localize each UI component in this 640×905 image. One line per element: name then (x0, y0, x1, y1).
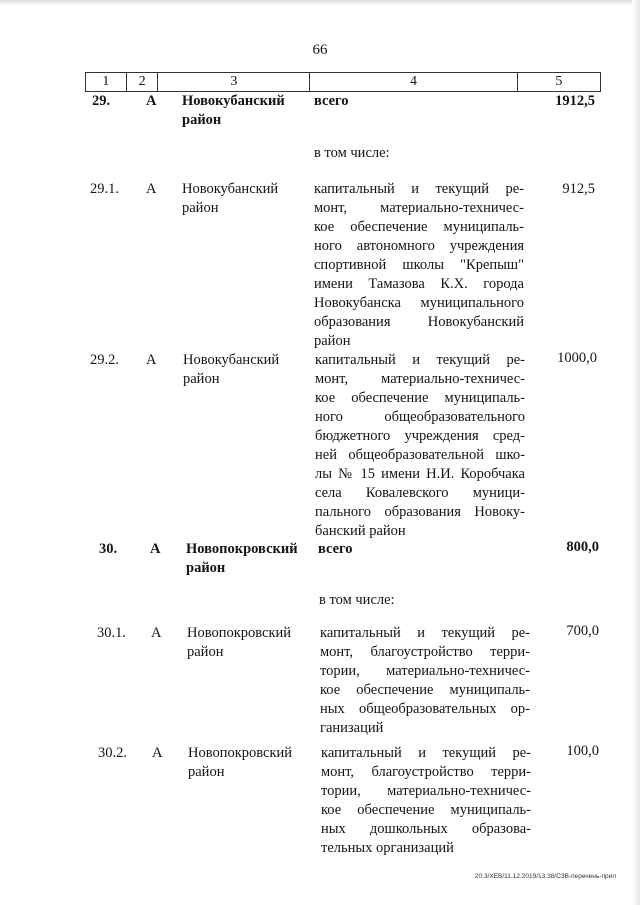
row-category: А (150, 541, 161, 557)
desc-line: пального образования Новоку- (315, 504, 525, 520)
desc-line: монт, материально-техничес- (315, 371, 525, 387)
row-amount: 700,0 (566, 623, 599, 639)
district-line: Новопокровский (186, 541, 298, 557)
row-description: всего (314, 93, 349, 109)
desc-line: бюджетного учреждения сред- (315, 428, 525, 444)
row-number: 29.1. (90, 181, 119, 197)
page-number: 66 (312, 42, 328, 58)
district-line: район (187, 644, 224, 660)
row-amount: 800,0 (566, 539, 599, 555)
desc-line: образования Новокубанский (314, 314, 524, 330)
row-district (188, 744, 313, 782)
desc-line: монт, благоустройство терри- (320, 644, 530, 660)
desc-line: ганизаций (320, 720, 384, 736)
desc-line: капитальный и текущий ре- (314, 181, 524, 197)
table-header (85, 72, 601, 92)
row-description (320, 624, 530, 738)
desc-line: кое обеспечение муниципаль- (321, 802, 531, 818)
row-district (182, 180, 307, 218)
district-line: Новокубанский (182, 181, 279, 197)
row-district (187, 624, 312, 662)
desc-line: лы № 15 имени Н.И. Коробчака (315, 466, 525, 482)
district-line: район (182, 200, 219, 216)
header-col-3: 3 (158, 73, 310, 91)
desc-line: ней общеобразовательной шко- (315, 447, 525, 463)
row-amount: 100,0 (566, 743, 599, 759)
desc-line: Новокубанска муниципального (314, 295, 524, 311)
row-number: 29.2. (90, 352, 119, 368)
district-line: район (186, 560, 226, 576)
district-line: Новопокровский (187, 625, 292, 641)
header-col-1: 1 (86, 73, 127, 91)
desc-line: банский район (315, 523, 406, 539)
desc-line: кое обеспечение муниципаль- (314, 219, 524, 235)
row-district (182, 92, 307, 130)
desc-line: села Ковалевского муници- (315, 485, 525, 501)
row-number: 30. (99, 541, 118, 557)
desc-line: ных общеобразовательных ор- (320, 701, 530, 717)
district-line: район (183, 371, 220, 387)
desc-line: район (314, 333, 351, 349)
row-amount: 1000,0 (557, 350, 597, 366)
document-footer-code: 20.3/ХЕВ/11.12.2019/13:38/СЗВ-перечень-прил (474, 873, 616, 880)
row-category: А (146, 352, 157, 368)
row-amount: 1912,5 (555, 93, 595, 109)
desc-line: капитальный и текущий ре- (315, 352, 525, 368)
row-description (315, 351, 525, 541)
row-district (186, 540, 311, 578)
row-category: А (146, 181, 157, 197)
row-description: всего (318, 541, 353, 557)
subtotal-label: в том числе: (314, 145, 390, 161)
desc-line: тории, материально-техничес- (321, 783, 531, 799)
subtotal-label: в том числе: (319, 592, 395, 608)
desc-line: ного автономного учреждения (314, 238, 524, 254)
desc-line: ного общеобразовательного (315, 409, 525, 425)
desc-line: тельных организаций (321, 840, 454, 856)
district-line: Новокубанский (182, 93, 285, 109)
row-category: А (146, 93, 157, 109)
row-description (314, 180, 524, 351)
header-col-5: 5 (555, 74, 563, 89)
district-line: район (188, 764, 225, 780)
desc-line: имени Тамазова К.Х. города (314, 276, 524, 292)
desc-line: спортивной школы "Крепыш" (314, 257, 524, 273)
row-number: 29. (92, 93, 111, 109)
district-line: Новопокровский (188, 745, 293, 761)
row-category: А (152, 745, 163, 761)
row-district (183, 351, 308, 389)
row-amount: 912,5 (562, 181, 595, 197)
desc-line: монт, благоустройство терри- (321, 764, 531, 780)
district-line: район (182, 112, 222, 128)
row-description (321, 744, 531, 858)
desc-line: ных дошкольных образова- (321, 821, 531, 837)
district-line: Новокубанский (183, 352, 280, 368)
row-number: 30.2. (98, 745, 127, 761)
scan-top-shadow (0, 0, 640, 6)
desc-line: кое обеспечение муниципаль- (315, 390, 525, 406)
desc-line: тории, материально-техничес- (320, 663, 530, 679)
desc-line: кое обеспечение муниципаль- (320, 682, 530, 698)
row-number: 30.1. (97, 625, 126, 641)
desc-line: монт, материально-техничес- (314, 200, 524, 216)
header-col-2: 2 (127, 73, 159, 91)
header-col-4: 4 (310, 73, 517, 91)
desc-line: капитальный и текущий ре- (321, 745, 531, 761)
scan-right-edge (632, 0, 640, 905)
row-category: А (151, 625, 162, 641)
desc-line: капитальный и текущий ре- (320, 625, 530, 641)
